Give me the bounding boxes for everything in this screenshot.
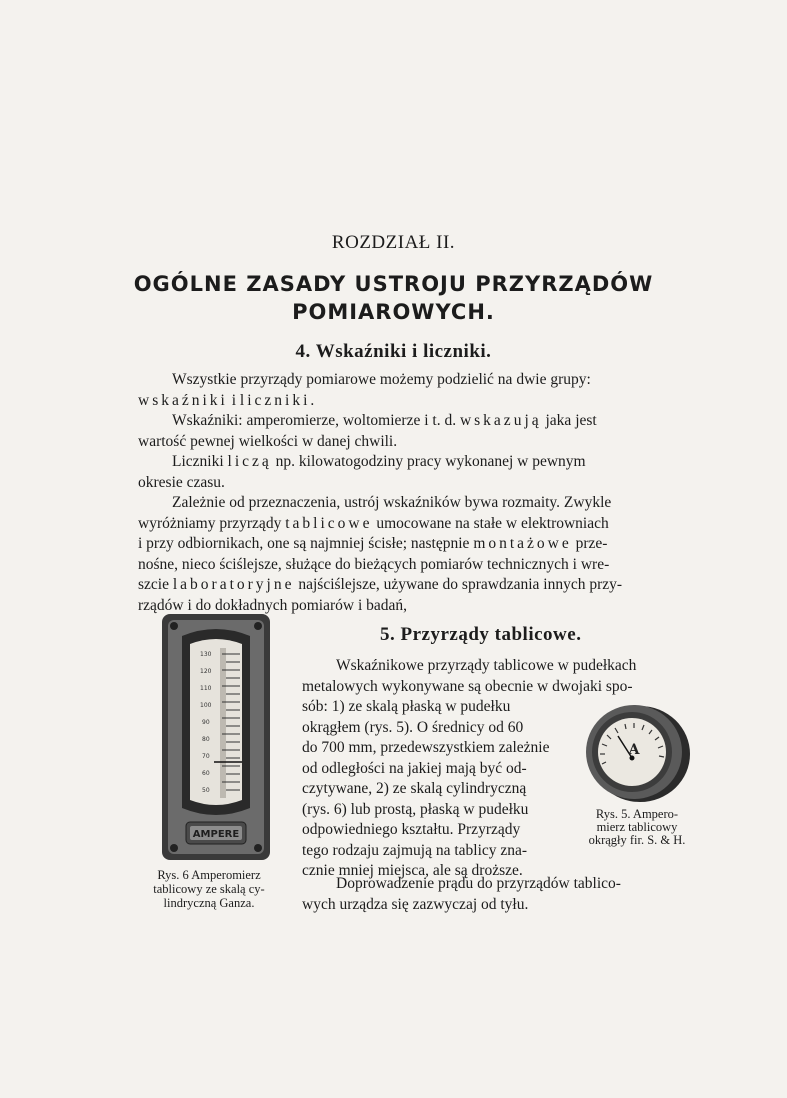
scale-tick-label: 100 [200,702,212,709]
text-line: odpowiedniego kształtu. Przyrządy [302,821,521,838]
section-5-text-end [302,874,694,915]
scale-tick-label: 50 [202,787,210,794]
text-line: do 700 mm, przedewszystkiem zależnie [302,739,550,756]
paragraph-meters [138,452,692,493]
scale-tick-label: 120 [200,668,212,675]
scale-tick-label: 80 [202,736,210,743]
text-line: Liczniki liczą np. kilowatogodziny pracy wykonanej w pewnym [172,453,586,470]
caption-line: tablicowy ze skalą cy- [153,882,265,896]
scale-tick-label: 70 [202,753,210,760]
text-line: metalowych wykonywane są obecnie w dwojaki spo- [302,677,633,695]
text-line: Zależnie od przeznaczenia, ustrój wskaźników bywa rozmaity. Zwykle [172,494,612,511]
text-line: od odległości na jakiej mają być od- [302,759,527,777]
text-line: i przy odbiornikach, one są najmniej ścisłe; następnie montażowe prze- [138,535,608,552]
text-line: czytywane, 2) ze skalą cylindryczną [302,780,527,797]
text-line: cznie mniej miejsca, ale są droższe. [302,862,523,879]
text-line: wartość pewnej wielkości w danej chwili. [138,432,398,450]
text-line: (rys. 6) lub prostą, płaską w pudełku [302,800,529,818]
section-4-heading: 4. Wskaźniki i liczniki. [295,341,492,362]
section-5-heading: 5. Przyrządy tablicowe. [380,624,582,645]
text-line: Wszystkie przyrządy pomiarowe możemy podzielić na dwie grupy: [172,371,591,388]
section-5-text-wide [302,656,694,697]
caption-line: okrągły fir. S. & H. [588,833,686,847]
text-line: okresie czasu. [138,473,225,491]
text-line: wych urządza się zazwyczaj od tyłu. [302,895,529,913]
scale-tick-label: 110 [200,685,212,692]
paragraph-indicators [138,411,692,452]
figure-6-caption [134,868,284,910]
figure-5-round-ammeter-illustration [578,700,692,806]
scale-tick-label: 130 [200,651,212,658]
caption-line: Rys. 5. Ampero- [595,807,679,821]
scale-tick-label: 90 [202,719,210,726]
paragraph-construction [138,493,692,616]
section-5-text-narrow [302,697,574,882]
text-line: wyróżniamy przyrządy tablicowe umocowane na stałe w elektrowniach [138,514,609,532]
dial-unit-letter: A [628,742,640,758]
caption-line: Rys. 6 Amperomierz [157,868,261,882]
text-line: tego rodzaju zajmują na tablicy zna- [302,841,528,859]
title-line-2: POMIAROWYCH. [292,300,495,324]
caption-line: lindryczną Ganza. [163,896,255,910]
caption-line: mierz tablicowy [596,820,678,834]
text-line: nośne, nieco ściślejsze, służące do bieżących pomiarów technicznych i wre- [138,555,610,573]
chapter-title [0,270,787,326]
scale-tick-label: 60 [202,770,210,777]
text-line: Wskaźniki: amperomierze, woltomierze i t. d. wskazują jaka jest [172,412,597,429]
text-line: rządów i do dokładnych pomiarów i badań, [138,596,408,614]
text-line: Doprowadzenie prądu do przyrządów tablico- [336,875,621,892]
chapter-label: ROZDZIAŁ II. [331,232,456,253]
nameplate-label: AMPERE [192,829,240,840]
title-line-1: OGÓLNE ZASADY USTROJU PRZYRZĄDÓW [133,272,654,296]
paragraph-groups [138,370,692,411]
figure-6-ammeter-illustration [160,612,272,862]
figure-5-caption [576,808,698,847]
text-line: Wskaźnikowe przyrządy tablicowe w pudełkach [336,657,637,674]
text-line: okrągłem (rys. 5). O średnicy od 60 [302,718,524,736]
text-line: sób: 1) ze skalą płaską w pudełku [302,698,511,715]
text-line: szcie laboratoryjne najściślejsze, używane do sprawdzania innych przy- [138,576,623,593]
text-line: wskaźniki i liczniki. [138,391,318,409]
